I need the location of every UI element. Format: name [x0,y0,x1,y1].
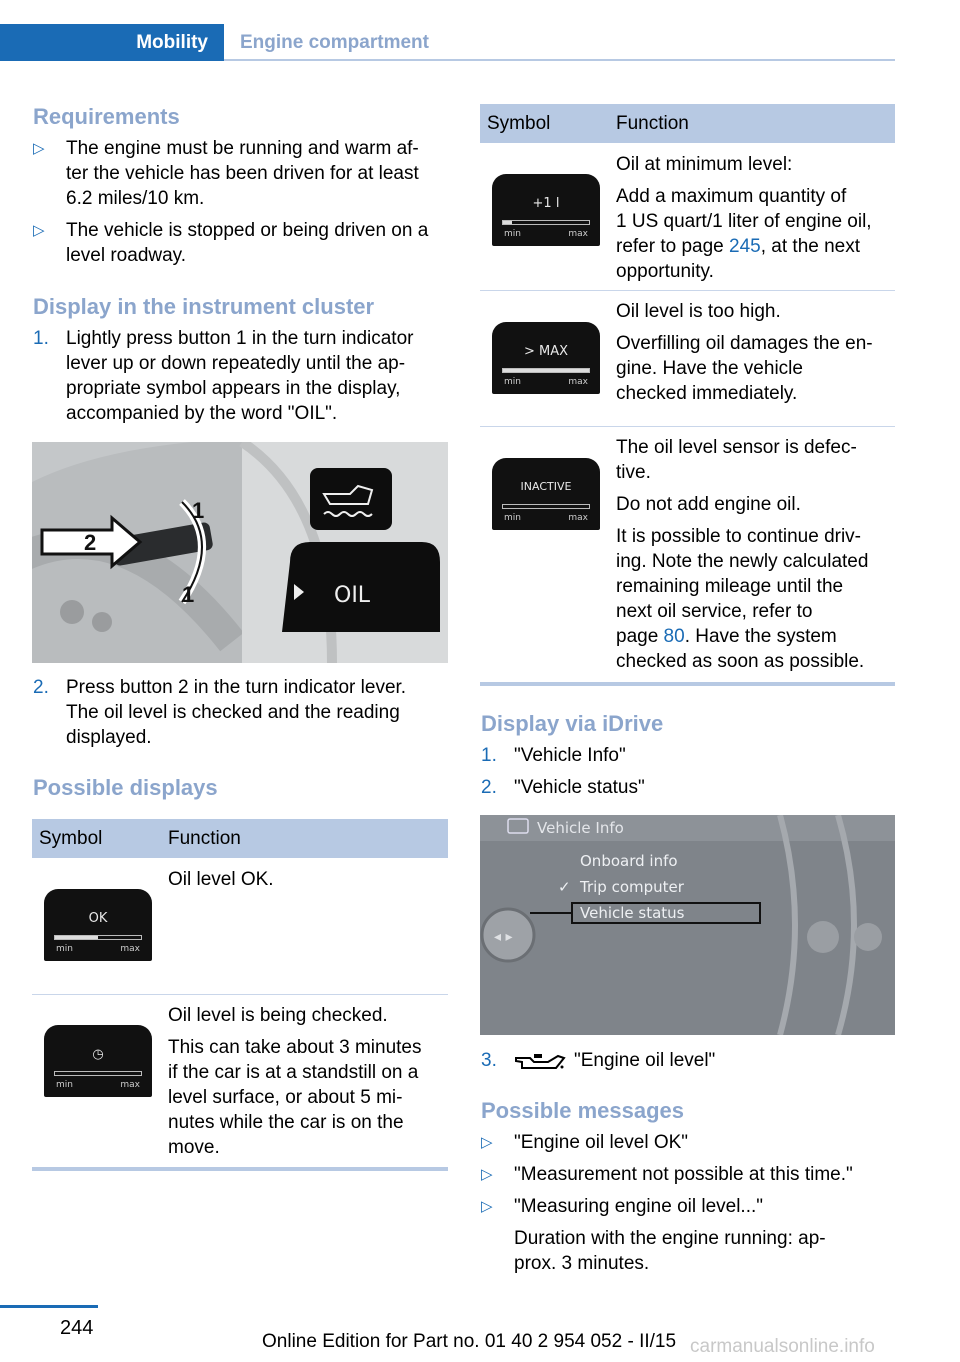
triangle-bullet-icon: ▷ [481,1198,493,1215]
table-row: Oil at minimum level: Add a maximum quantity of 1 US quart/1 liter of engine oil, refer to page 245, at the next opportunity. [616,154,872,282]
table-row: Oil level is too high. Overfilling oil damages the en- gine. Have the vehicle checked immediately. [616,301,873,404]
turn-indicator-photo [32,442,448,663]
triangle-bullet-icon: ▷ [33,140,45,157]
triangle-bullet-icon: ▷ [481,1166,493,1183]
svg-text:✓: ✓ [558,878,571,896]
messages-note: Duration with the engine running: ap- prox. 3 minutes. [514,1228,826,1274]
svg-text:◂ ▸: ◂ ▸ [494,929,513,945]
page-link[interactable]: 245 [729,236,761,257]
steering-stalk-illustration [32,442,448,663]
section-tab: Mobility [0,24,224,61]
oil-too-high-symbol: > MAX min max [492,322,600,394]
possible-displays-heading: Possible displays [33,775,218,800]
idrive-screen [480,815,895,1035]
oil-checking-symbol: ◷ min max [44,1025,152,1097]
page-header [0,24,895,61]
header-rule [224,59,895,61]
possible-messages-heading: Possible messages [481,1098,685,1123]
triangle-bullet-icon: ▷ [33,222,45,239]
svg-text:Vehicle Info: Vehicle Info [537,819,624,837]
triangle-bullet-icon: ▷ [481,1134,493,1151]
idrive-heading: Display via iDrive [481,711,664,736]
oil-minimum-symbol: +1 l min max [492,174,600,246]
oil-can-icon [514,1050,566,1077]
watermark: carmanualsonline.info [690,1336,875,1357]
svg-text:1: 1 [192,498,205,523]
svg-text:Vehicle status: Vehicle status [580,904,685,922]
table-header: Symbol Function [32,819,448,858]
cluster-heading: Display in the instrument cluster [33,294,375,319]
oil-ok-symbol: OK min max [44,889,152,961]
idrive-menu-illustration [480,815,895,1035]
table-header: Symbol Function [480,104,895,143]
svg-text:1: 1 [182,582,195,607]
table-row: Oil level OK. [168,869,274,890]
oil-inactive-symbol: INACTIVE min max [492,458,600,530]
svg-text:Trip computer: Trip computer [580,878,684,896]
svg-text:OIL: OIL [334,583,371,608]
table-row: The oil level sensor is defec- tive. Do not add engine oil. It is possible to continue driv- ing. Note the newly calculated remaining mileage until the next oil service, refer to page 80. Have the system checked as soon as possible. [616,437,869,672]
footer-rule [0,1305,98,1308]
edition-text: Online Edition for Part no. 01 40 2 954 052 - II/15 [262,1331,677,1352]
chapter-title: Engine compartment [240,32,429,53]
page-number: 244 [60,1317,94,1339]
page-link[interactable]: 80 [663,626,685,647]
requirements-heading: Requirements [33,104,180,129]
table-row: Oil level is being checked. This can take about 3 minutes if the car is at a standstill on a level surface, or about 5 mi- nutes while the car is on the move. [168,1005,422,1158]
svg-text:Onboard info: Onboard info [580,852,678,870]
svg-text:2: 2 [84,530,97,555]
